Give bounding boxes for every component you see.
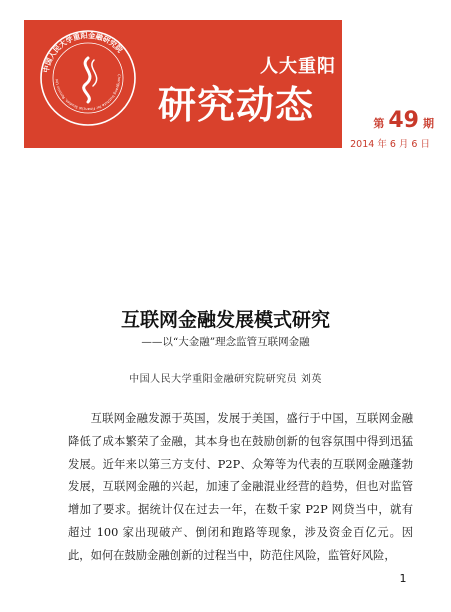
brand-short-name: 人大重阳 bbox=[260, 56, 336, 77]
issue-number bbox=[344, 108, 434, 133]
article-title: 互联网金融发展模式研究 bbox=[120, 309, 330, 331]
publication-title: 研究动态 bbox=[157, 83, 314, 127]
svg-text:中国人民大学重阳金融研究院: 中国人民大学重阳金融研究院 bbox=[41, 30, 125, 74]
issue-suffix: 期 bbox=[423, 117, 434, 130]
page-number: 1 bbox=[399, 572, 407, 585]
article-body: 互联网金融发源于英国，发展于美国，盛行于中国，互联网金融降低了成本繁荣了金融，其本身也在鼓励创新的包容氛围中得到迅猛发展。近年来以第三方支付、P2P、众筹等为代表的互联网金融蓬勃发展，互联网金融的兴起，加速了金融混业经营的趋势，但也对监管增加了要求。据统计仅在过去一年，在数千家 P2P 网贷当中，就有超过 100 家出现破产、倒闭和跑路等现象，涉及资金百亿元。因此，如何在鼓励金融创新的过程当中，防范住风险，监管好风险， bbox=[68, 412, 413, 562]
article-subtitle: ——以“大金融”理念监管互联网金融 bbox=[141, 336, 310, 348]
issue-value: 49 bbox=[388, 108, 419, 133]
article-author: 中国人民大学重阳金融研究院研究员 刘英 bbox=[129, 374, 322, 385]
institute-seal-logo bbox=[38, 28, 138, 128]
issue-prefix: 第 bbox=[373, 117, 385, 130]
issue-date: 2014 年 6 月 6 日 bbox=[350, 139, 430, 150]
svg-text:Chongyang Institute for Financ: Chongyang Institute for Financial Studies, Renmin Uni bbox=[55, 74, 122, 112]
